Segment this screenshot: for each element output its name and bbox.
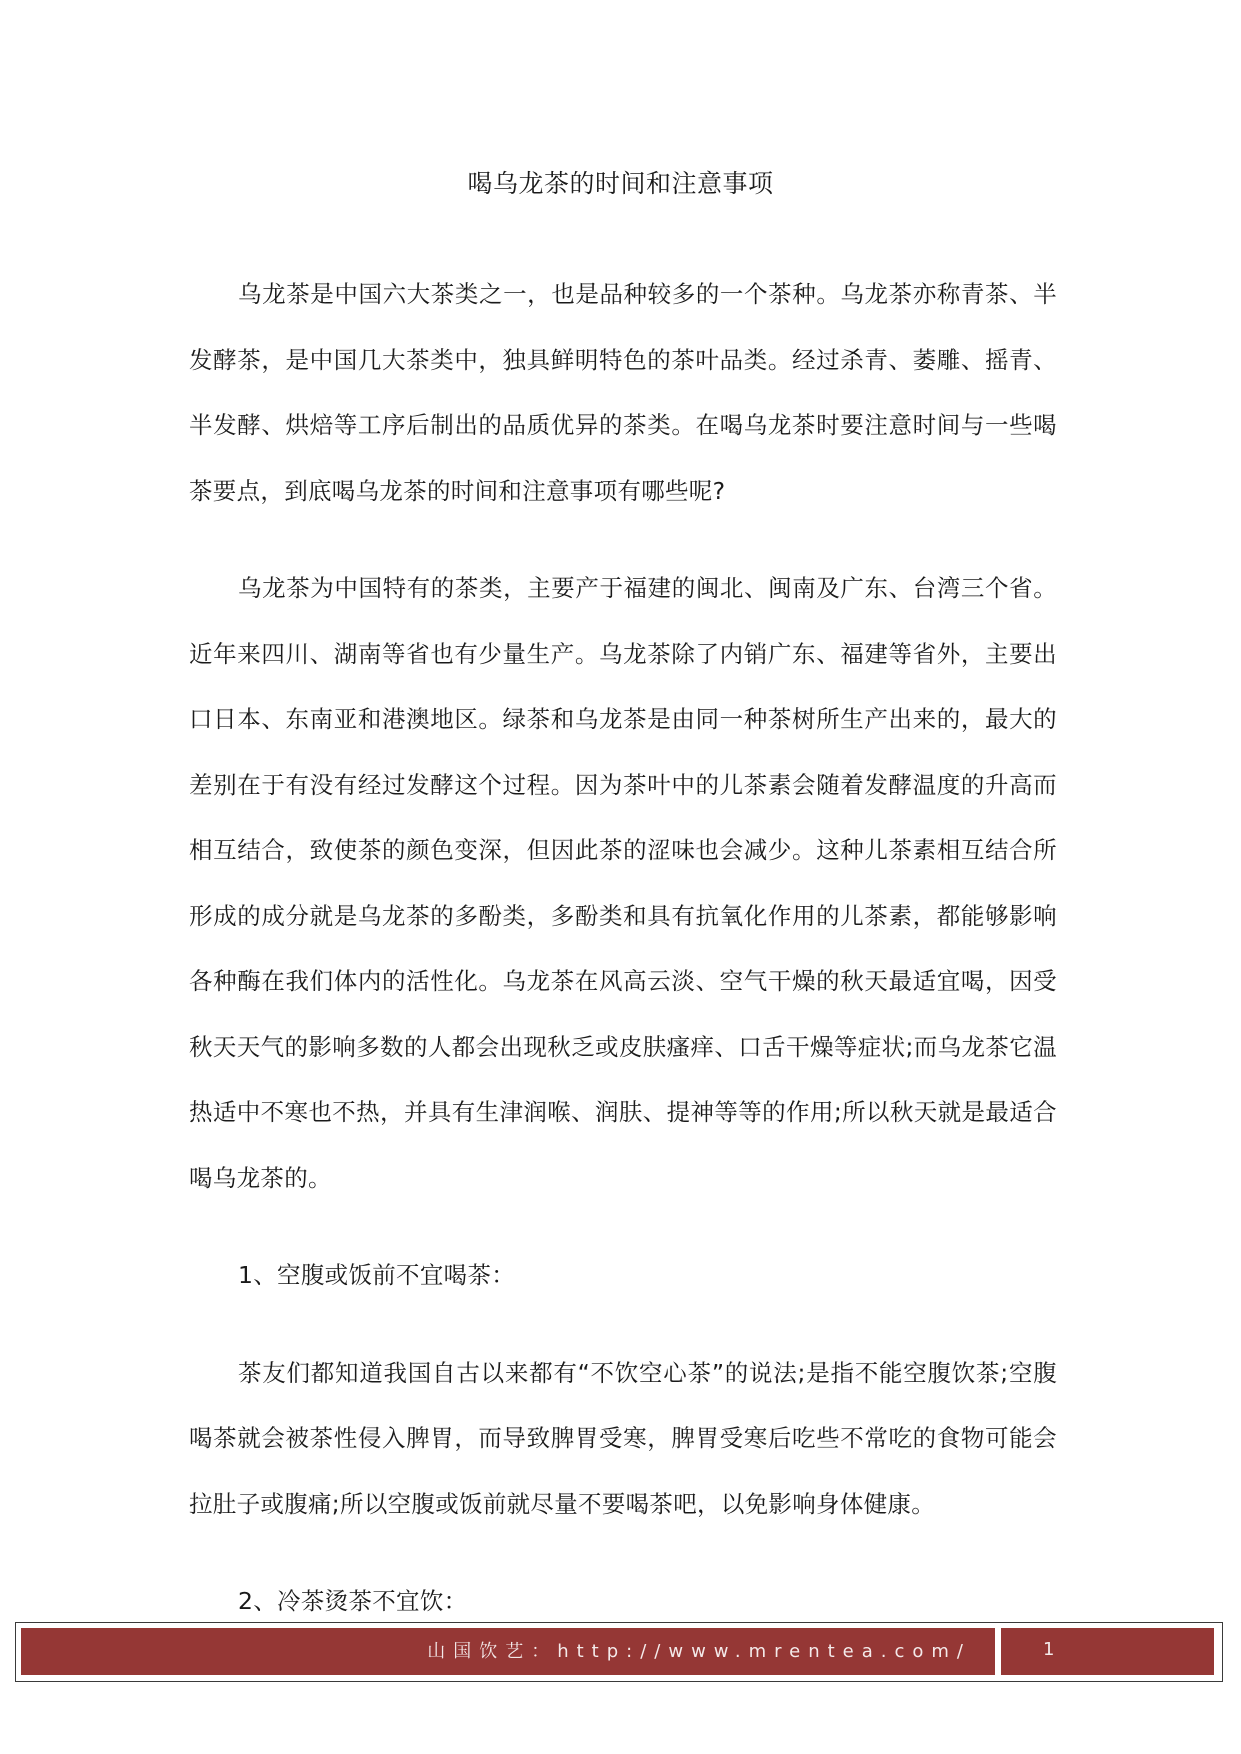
page-title: 喝乌龙茶的时间和注意事项 <box>467 169 774 198</box>
paragraph-intro: 乌龙茶是中国六大茶类之一，也是品种较多的一个茶种。乌龙茶亦称青茶、半发酵茶，是中国几大茶类中，独具鲜明特色的茶叶品类。经过杀青、萎雕、摇青、半发酵、烘焙等工序后制出的品质优异的茶类。在喝乌龙茶时要注意时间与一些喝茶要点，到底喝乌龙茶的时间和注意事项有哪些呢? <box>189 280 1057 505</box>
section-heading-1: 1、空腹或饭前不宜喝茶： <box>238 1261 516 1289</box>
section-heading-2: 2、冷茶烫茶不宜饮： <box>238 1587 468 1615</box>
page-footer <box>15 1622 1223 1682</box>
footer-page-number: 1 <box>1001 1628 1214 1675</box>
paragraph-origin: 乌龙茶为中国特有的茶类，主要产于福建的闽北、闽南及广东、台湾三个省。近年来四川、湖南等省也有少量生产。乌龙茶除了内销广东、福建等省外，主要出口日本、东南亚和港澳地区。绿茶和乌龙茶是由同一种茶树所生产出来的，最大的差别在于有没有经过发酵这个过程。因为茶叶中的儿茶素会随着发酵温度的升高而相互结合，致使茶的颜色变深，但因此茶的涩味也会减少。这种儿茶素相互结合所形成的成分就是乌龙茶的多酚类，多酚类和具有抗氧化作用的儿茶素，都能够影响各种酶在我们体内的活性化。乌龙茶在风高云淡、空气干燥的秋天最适宜喝，因受秋天天气的影响多数的人都会出现秋乏或皮肤瘙痒、口舌干燥等症状;而乌龙茶它温热适中不寒也不热，并具有生津润喉、润肤、提神等等的作用;所以秋天就是最适合喝乌龙茶的。 <box>189 574 1057 1192</box>
footer-site-link[interactable]: 山国饮艺：http://www.mrentea.com/ <box>21 1628 995 1675</box>
document-body <box>189 262 1057 1667</box>
paragraph-empty-stomach: 茶友们都知道我国自古以来都有“不饮空心茶”的说法;是指不能空腹饮茶;空腹喝茶就会被茶性侵入脾胃，而导致脾胃受寒，脾胃受寒后吃些不常吃的食物可能会拉肚子或腹痛;所以空腹或饭前就尽量不要喝茶吧，以免影响身体健康。 <box>189 1358 1057 1518</box>
